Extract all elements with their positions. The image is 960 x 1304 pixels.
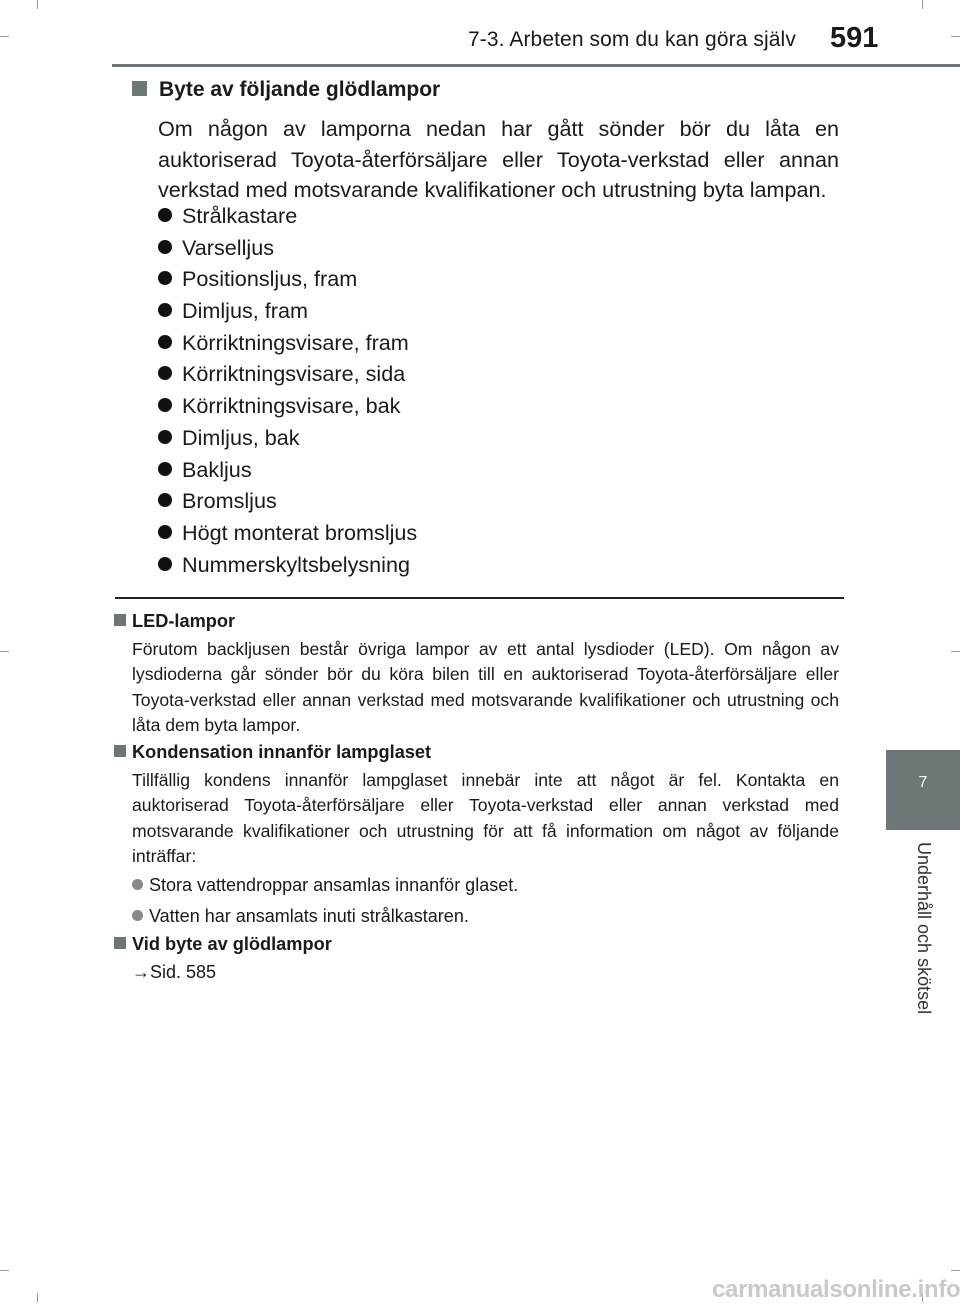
section-heading-text: Byte av följande glödlampor — [159, 78, 441, 101]
list-item: Körriktningsvisare, sida — [158, 358, 417, 390]
section-divider — [115, 597, 844, 599]
square-bullet-icon — [114, 614, 126, 626]
bullet-dot-icon — [158, 462, 172, 476]
chapter-title: Underhåll och skötsel — [914, 842, 934, 1015]
bullet-dot-icon — [158, 398, 172, 412]
bullet-dot-icon — [158, 335, 172, 349]
bullet-dot-icon — [132, 879, 143, 890]
crop-mark — [951, 651, 960, 652]
crop-mark — [0, 36, 9, 37]
list-item: Nummerskyltsbelysning — [158, 549, 417, 581]
list-item: Strålkastare — [158, 200, 417, 232]
bullet-dot-icon — [158, 493, 172, 507]
note-text-led: Förutom backljusen består övriga lampor av ett antal lysdioder (LED). Om någon av lysdioderna går sönder bör du köra bilen till en auktoriserad Toyota-återförsäljare eller Toyota-verkstad eller annan verkstad med motsvarande kvalifikationer och utrustning och låta dem byta lampor. — [132, 639, 839, 735]
crop-mark — [37, 0, 38, 9]
note-heading-replacing: Vid byte av glödlampor — [114, 934, 332, 955]
square-bullet-icon — [114, 745, 126, 757]
list-item: Körriktningsvisare, bak — [158, 390, 417, 422]
page-reference-link[interactable]: →Sid. 585 — [132, 962, 217, 982]
square-bullet-icon — [132, 81, 147, 96]
bullet-dot-icon — [132, 910, 143, 921]
crop-mark — [951, 1270, 960, 1271]
section-title: 7-3. Arbeten som du kan göra själv — [468, 28, 796, 51]
bullet-dot-icon — [158, 240, 172, 254]
bullet-dot-icon — [158, 430, 172, 444]
list-item: Dimljus, bak — [158, 422, 417, 454]
header-rule — [112, 64, 960, 67]
crop-mark — [0, 651, 9, 652]
note-text-condensation: Tillfällig kondens innanför lampglaset innebär inte att något är fel. Kontakta en auktoriserad Toyota-återförsäljare eller Toyota-verkstad eller annan verkstad med motsvarande kvalifikationer och utrustning för att få information om något av följande inträffar: — [132, 770, 839, 866]
list-item: Högt monterat bromsljus — [158, 517, 417, 549]
crop-mark — [951, 36, 960, 37]
bullet-dot-icon — [158, 525, 172, 539]
bullet-dot-icon — [158, 366, 172, 380]
bullet-dot-icon — [158, 557, 172, 571]
list-item: Vatten har ansamlats inuti strålkastaren. — [132, 901, 518, 932]
watermark: carmanualsonline.info — [712, 1276, 960, 1303]
note-heading-led: LED-lampor — [114, 611, 235, 632]
crop-mark — [0, 1270, 9, 1271]
list-item: Positionsljus, fram — [158, 263, 417, 295]
list-item: Dimljus, fram — [158, 295, 417, 327]
list-item: Bakljus — [158, 454, 417, 486]
bulb-list — [158, 200, 417, 580]
chapter-tab — [886, 750, 960, 830]
note-heading-condensation: Kondensation innanför lampglaset — [114, 742, 431, 763]
crop-mark — [37, 1293, 38, 1302]
list-item: Varselljus — [158, 232, 417, 264]
bullet-dot-icon — [158, 208, 172, 222]
list-item: Bromsljus — [158, 485, 417, 517]
chapter-number: 7 — [918, 774, 928, 791]
bullet-dot-icon — [158, 271, 172, 285]
square-bullet-icon — [114, 937, 126, 949]
section-heading — [132, 78, 440, 102]
condensation-list — [132, 870, 518, 932]
page-number: 591 — [830, 22, 879, 54]
intro-paragraph: Om någon av lamporna nedan har gått sönder bör du låta en auktoriserad Toyota-återförsäljare eller Toyota-verkstad eller annan verkstad med motsvarande kvalifikationer och utrustning byta lampan. — [158, 116, 839, 202]
bullet-dot-icon — [158, 303, 172, 317]
list-item: Körriktningsvisare, fram — [158, 327, 417, 359]
list-item: Stora vattendroppar ansamlas innanför glaset. — [132, 870, 518, 901]
crop-mark — [922, 0, 923, 9]
